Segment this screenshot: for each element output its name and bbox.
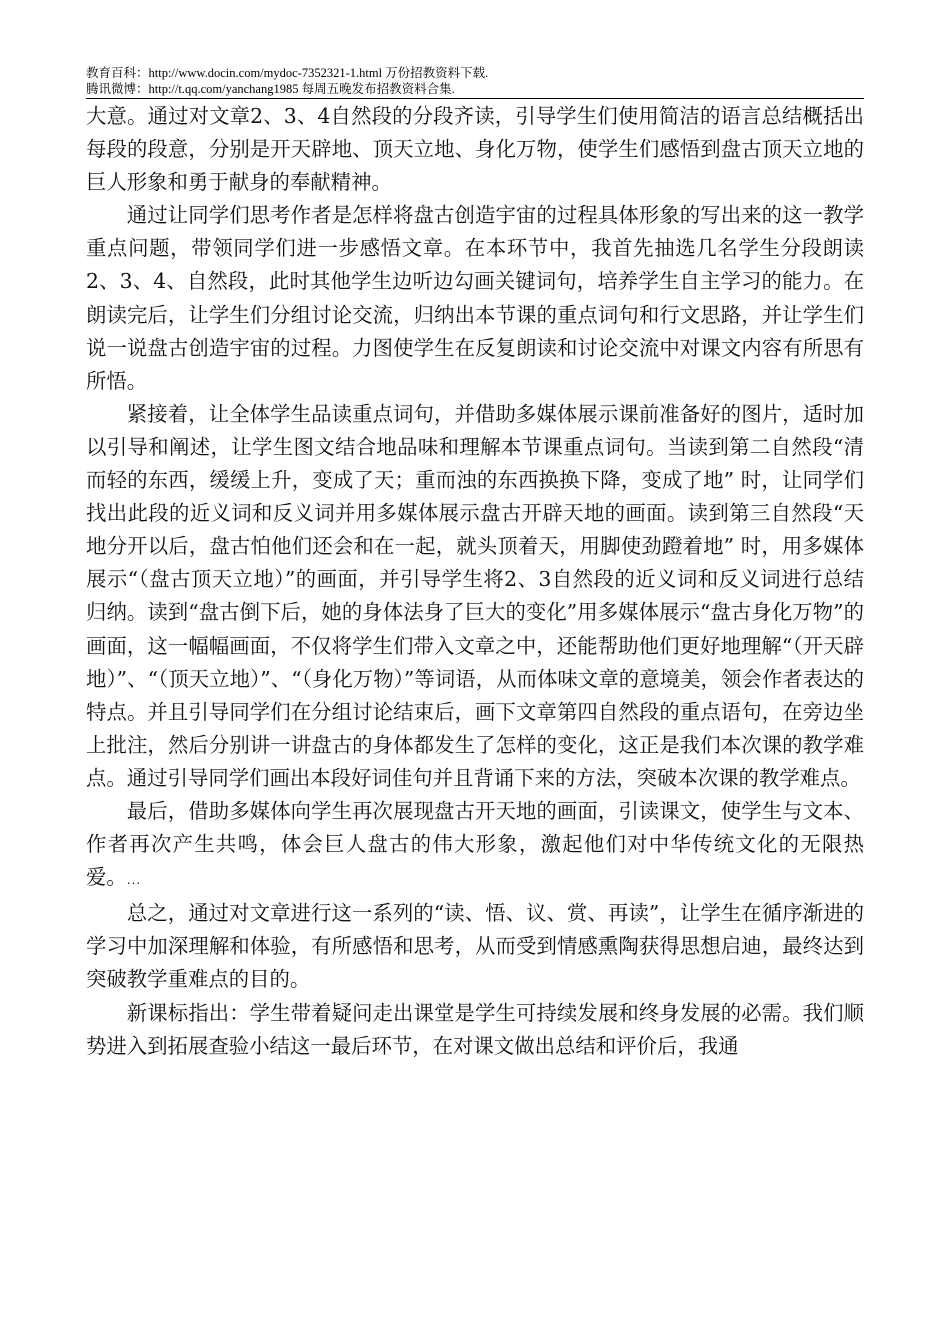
document-body bbox=[86, 100, 864, 1063]
paragraph-text: 总之，通过对文章进行这一系列的“读、悟、议、赏、再读”，让学生在循序渐进的学习中加深理解和体验，有所感悟和思考，从而受到情感熏陶获得思想启迪，最终达到突破教学重难点的目的。 bbox=[86, 901, 864, 992]
paragraph-text: 最后，借助多媒体向学生再次展现盘古开天地的画面，引读课文，使学生与文本、作者再次产生共鸣，体会巨人盘古的伟大形象，激起他们对中华传统文化的无限热爱。 bbox=[86, 798, 864, 890]
page-header bbox=[86, 66, 864, 97]
paragraph-new-curriculum bbox=[86, 997, 864, 1063]
header-line-weibo: 腾讯微博：http://t.qq.com/yanchang1985 每周五晚发布招教资料合集. bbox=[86, 81, 455, 96]
paragraph-text: 紧接着，让全体学生品读重点词句，并借助多媒体展示课前准备好的图片，适时加以引导和阐述，让学生图文结合地品味和理解本节课重点词句。当读到第二自然段“清而轻的东西，缓缓上升，变成了天；重而浊的东西换换下降，变成了地” 时，让同学们找出此段的近义词和反义词并用多媒体展示盘古开辟天地的画面。读到第三自然段“天地分开以后，盘古怕他们还会和在一起，就头顶着天，用脚使劲蹬着地” 时，用多媒体展示“（盘古顶天立地）”的画面，并引导学生将2、3自然段的近义词和反义词进行总结归纳。读到“盘古倒下后，她的身体法身了巨大的变化”用多媒体展示“盘古身化万物”的画面，这一幅幅画面，不仅将学生们带入文章之中，还能帮助他们更好地理解“（开天辟地）”、“（顶天立地）”、“（身化万物）”等词语，从而体味文章的意境美，领会作者表达的特点。并且引导同学们在分组讨论结束后，画下文章第四自然段的重点语句，在旁边坐上批注，然后分别讲一讲盘古的身体都发生了怎样的变化，这正是我们本次课的教学难点。通过引导同学们画出本段好词佳句并且背诵下来的方法，突破本次课的教学难点。 bbox=[86, 401, 864, 790]
trailing-dots: ... bbox=[126, 873, 142, 888]
header-line-encyclopedia: 教育百科：http://www.docin.com/mydoc-7352321-1.html 万份招教资料下载. bbox=[86, 66, 489, 80]
paragraph-text: 大意。通过对文章2、3、4自然段的分段齐读，引导学生们使用简洁的语言总结概括出每段的段意，分别是开天辟地、顶天立地、身化万物，使学生们感悟到盘古顶天立地的巨人形象和勇于献身的奉献精神。 bbox=[86, 104, 864, 195]
paragraph-key-phrases bbox=[86, 398, 864, 795]
paragraph-text: 通过让同学们思考作者是怎样将盘古创造宇宙的过程具体形象的写出来的这一教学重点问题，带领同学们进一步感悟文章。在本环节中，我首先抽选几名学生分段朗读2、3、4、自然段，此时其他学生边听边勾画关键词句，培养学生自主学习的能力。在朗读完后，让学生们分组讨论交流，归纳出本节课的重点词句和行文思路，并让学生们说一说盘古创造宇宙的过程。力图使学生在反复朗读和讨论交流中对课文内容有所思有所悟。 bbox=[86, 203, 864, 393]
paragraph-finally bbox=[86, 795, 864, 897]
paragraph-text: 新课标指出：学生带着疑问走出课堂是学生可持续发展和终身发展的必需。我们顺势进入到拓展查验小结这一最后环节，在对课文做出总结和评价后，我通 bbox=[86, 1000, 864, 1058]
paragraph-summary bbox=[86, 100, 864, 199]
header-divider bbox=[86, 98, 864, 99]
paragraph-key-question bbox=[86, 199, 864, 398]
paragraph-conclusion bbox=[86, 897, 864, 996]
